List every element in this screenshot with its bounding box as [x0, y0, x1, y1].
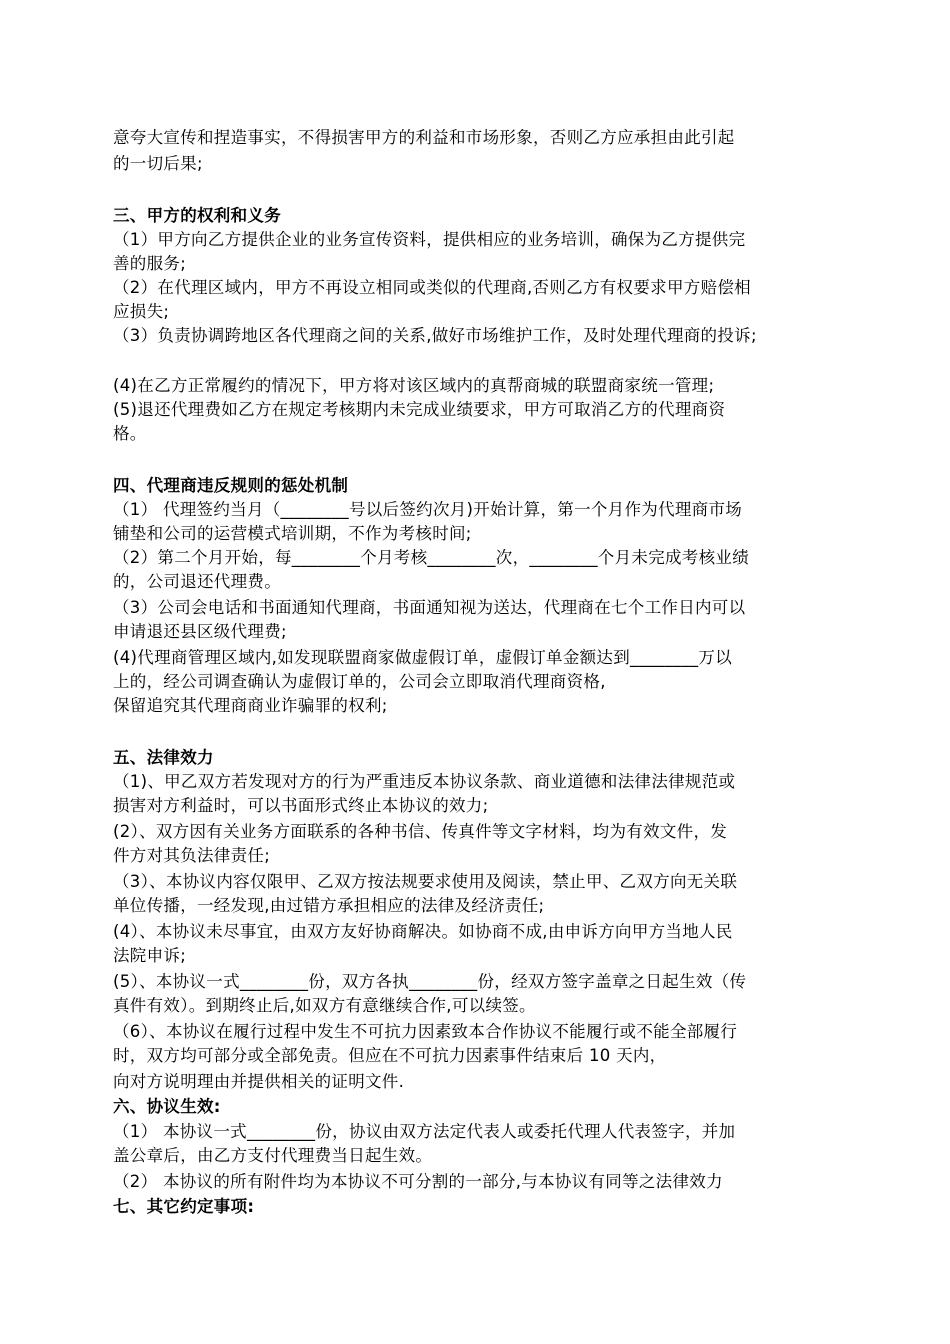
body-line: （1） 代理签约当月（________号以后签约次月)开始计算，第一个月作为代理商市场 [113, 500, 743, 519]
body-line: 保留追究其代理商商业诈骗罪的权利; [113, 696, 388, 715]
body-line: 盖公章后，由乙方支付代理费当日起生效。 [113, 1146, 433, 1165]
body-line: （2）第二个月开始，每________个月考核________次，________个月未完成考核业绩 [113, 548, 749, 567]
section-heading: 四、代理商违反规则的惩处机制 [113, 476, 349, 495]
body-line: （3）负责协调跨地区各代理商之间的关系,做好市场维护工作，及时处理代理商的投诉; [113, 326, 757, 345]
body-line: 法院申诉; [113, 946, 187, 965]
body-line: （1）甲方向乙方提供企业的业务宣传资料，提供相应的业务培训，确保为乙方提供完 [113, 230, 746, 249]
body-line: （3）公司会电话和书面通知代理商，书面通知视为送达，代理商在七个工作日内可以 [113, 598, 746, 617]
body-line: 应损失; [113, 302, 170, 321]
body-line: 申请退还县区级代理费; [113, 622, 287, 641]
body-line: 的，公司退还代理费。 [113, 572, 281, 591]
section-heading: 五、法律效力 [113, 748, 214, 767]
body-line: (4)在乙方正常履约的情况下，甲方将对该区域内的真帮商城的联盟商家统一管理; [113, 376, 715, 395]
body-line: 向对方说明理由并提供相关的证明文件. [113, 1072, 405, 1091]
body-line: 铺垫和公司的运营模式培训期，不作为考核时间; [113, 524, 472, 543]
body-line: 的一切后果; [113, 154, 203, 173]
body-line: (4)代理商管理区域内,如发现联盟商家做虚假订单，虚假订单金额达到________万以 [113, 648, 733, 667]
section-heading: 六、协议生效: [113, 1097, 221, 1116]
body-line: （1)、甲乙双方若发现对方的行为严重违反本协议条款、商业道德和法律法律规范或 [113, 772, 736, 791]
body-line: (2）、双方因有关业务方面联系的各种书信、传真件等文字材料，均为有效文件，发 [113, 822, 728, 841]
body-line: 上的，经公司调查确认为虚假订单的，公司会立即取消代理商资格, [113, 672, 606, 691]
section-heading: 七、其它约定事项: [113, 1197, 255, 1216]
body-line: 意夸大宣传和捏造事实，不得损害甲方的利益和市场形象，否则乙方应承担由此引起 [113, 128, 735, 147]
body-line: 损害对方利益时，可以书面形式终止本协议的效力; [113, 796, 489, 815]
body-line: 格。 [113, 424, 147, 443]
body-line: (5)退还代理费如乙方在规定考核期内未完成业绩要求，甲方可取消乙方的代理商资 [113, 400, 726, 419]
body-line: 真件有效）。到期终止后,如双方有意继续合作,可以续签。 [113, 996, 536, 1015]
body-line: （1） 本协议一式________份，协议由双方法定代表人或委托代理人代表签字，并加 [113, 1122, 736, 1141]
body-line: （3）、本协议内容仅限甲、乙双方按法规要求使用及阅读，禁止甲、乙双方向无关联 [113, 872, 738, 891]
body-line: （2）在代理区域内，甲方不再设立相同或类似的代理商,否则乙方有权要求甲方赔偿相 [113, 278, 751, 297]
body-line: 善的服务; [113, 254, 187, 273]
body-line: （6）、本协议在履行过程中发生不可抗力因素致本合作协议不能履行或不能全部履行 [113, 1022, 738, 1041]
section-heading: 三、甲方的权利和义务 [113, 206, 281, 225]
body-line: (5）、本协议一式________份，双方各执________份，经双方签字盖章之日起生效（传 [113, 972, 747, 991]
body-line: 件方对其负法律责任; [113, 846, 271, 865]
body-line: （2） 本协议的所有附件均为本协议不可分割的一部分,与本协议有同等之法律效力 [113, 1172, 723, 1191]
body-line: (4）、本协议未尽事宜，由双方友好协商解决。如协商不成,由申诉方向甲方当地人民 [113, 922, 733, 941]
body-line: 时，双方均可部分或全部免责。但应在不可抗力因素事件结束后 10 天内， [113, 1046, 667, 1065]
body-line: 单位传播，一经发现,由过错方承担相应的法律及经济责任; [113, 896, 545, 915]
